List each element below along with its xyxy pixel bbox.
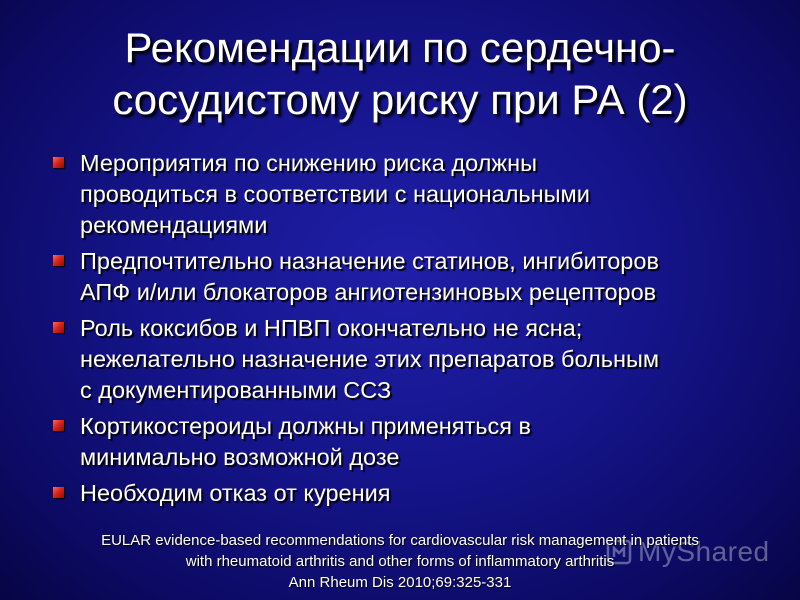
slide-title-line: Рекомендации по сердечно-	[124, 24, 676, 71]
citation	[0, 530, 800, 593]
citation-line: Ann Rheum Dis 2010;69:325-331	[288, 574, 512, 591]
bullet-square-icon	[53, 420, 64, 431]
bullet-square-icon	[53, 157, 64, 168]
bullet-text-line: с документированными ССЗ	[80, 377, 392, 403]
bullet-item	[50, 246, 770, 308]
bullet-item	[50, 148, 770, 241]
slide-title	[0, 22, 800, 126]
bullet-text-line: Кортикостероиды должны применяться в	[80, 413, 531, 439]
bullet-text-line: Необходим отказ от курения	[80, 480, 391, 506]
bullet-item	[50, 478, 770, 509]
bullet-text-line: проводиться в соответствии с национальными	[80, 181, 590, 207]
bullet-list	[50, 148, 770, 514]
watermark-text: MyShared	[638, 536, 770, 567]
bullet-text-line: Предпочтительно назначение статинов, ингибиторов	[80, 248, 659, 274]
bullet-text-line: нежелательно назначение этих препаратов больным	[80, 346, 659, 372]
bullet-text-line: Мероприятия по снижению риска должны	[80, 150, 537, 176]
citation-line: with rheumatoid arthritis and other forms of inflammatory arthritis	[185, 553, 615, 570]
bullet-square-icon	[53, 487, 64, 498]
bullet-text-line: Роль коксибов и НПВП окончательно не ясна;	[80, 315, 583, 341]
slide-title-line: сосудистому риску при РА (2)	[112, 76, 688, 123]
bullet-item	[50, 313, 770, 406]
citation-line: EULAR evidence-based recommendations for cardiovascular risk management in patients	[101, 532, 699, 549]
bullet-square-icon	[53, 255, 64, 266]
bullet-text-line: минимально возможной дозе	[80, 444, 400, 470]
bullet-text-line: АПФ и/или блокаторов ангиотензиновых рецепторов	[80, 279, 657, 305]
bullet-item	[50, 411, 770, 473]
bullet-text-line: рекомендациями	[80, 212, 268, 238]
bullet-square-icon	[53, 322, 64, 333]
